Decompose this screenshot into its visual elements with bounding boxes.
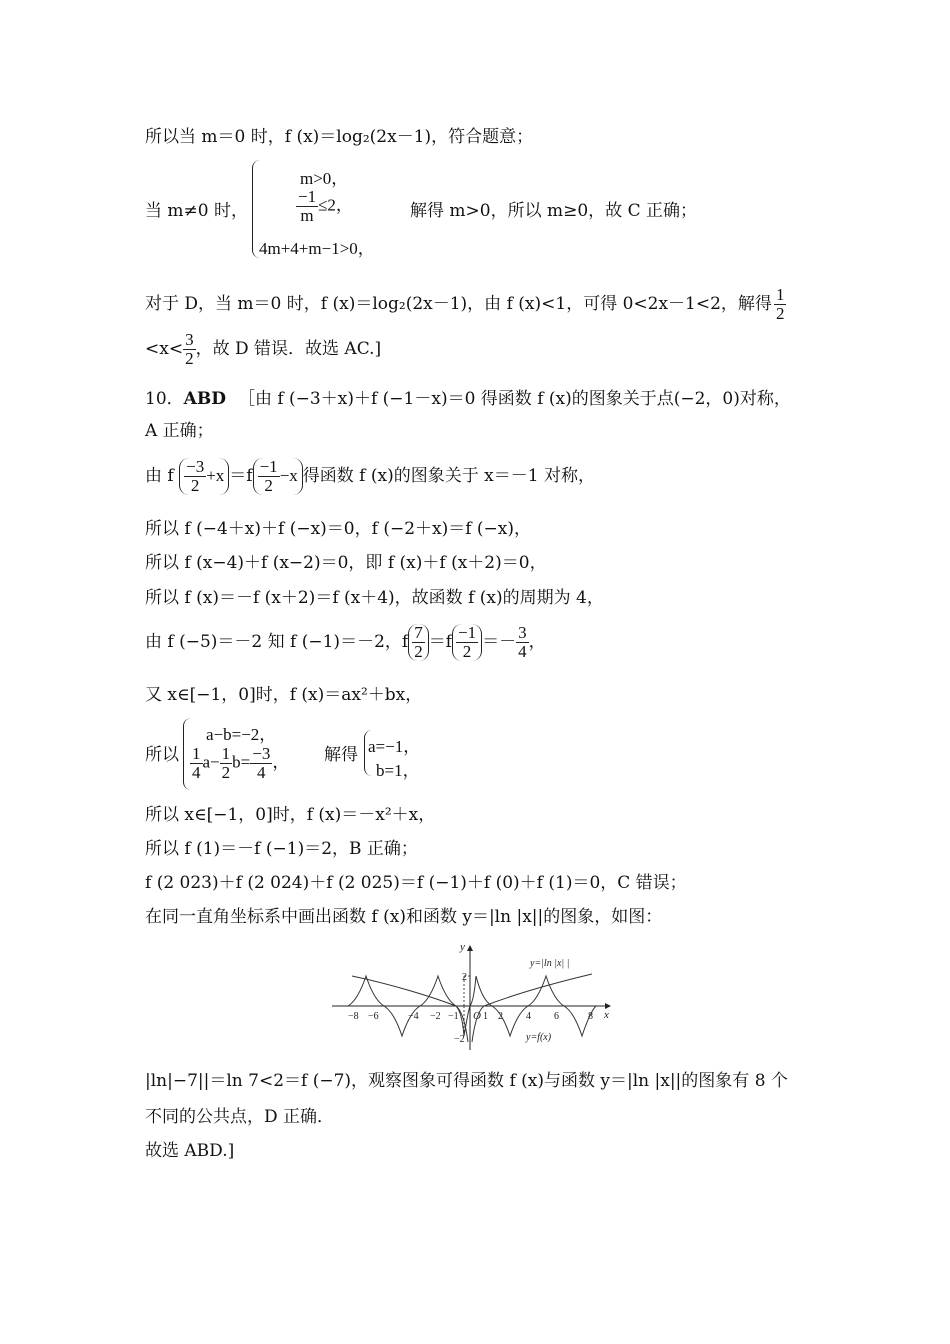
x-tick-4: 4 [526, 1011, 531, 1022]
x-tick-1: 1 [483, 1011, 488, 1022]
line-13-mid: 解得 [324, 745, 358, 765]
line-2-lead: 当 m≠0 时， [145, 201, 248, 221]
line-19: 不同的公共点，D 正确． [145, 1107, 335, 1127]
x-tick-2: 2 [498, 1011, 503, 1022]
line-6: A 正确； [145, 421, 214, 441]
line-13-lead: 所以 [145, 745, 179, 765]
system1-row3: 4m+4+m−1>0， [259, 239, 375, 258]
line-12: 又 x∈[−1，0]时，f (x)＝ax²＋bx， [145, 685, 423, 705]
line-14: 所以 x∈[−1，0]时，f (x)＝－x²＋x， [145, 805, 436, 825]
x-tick-minus8: −8 [348, 1011, 359, 1022]
system1-row2: $\frac{-1}{m}$ ≤2， [298, 187, 353, 225]
x-tick-6: 6 [554, 1011, 559, 1022]
line-7: 由 f $\frac{-3}{2}$ +x ＝f $\frac{-1}{2}$ −x 得函数 f (x)的图象关于 x＝－1 对称， [145, 457, 595, 495]
system1-row1: m>0， [300, 169, 349, 188]
system3-row2: b=1， [376, 761, 420, 780]
line-4: <x< $\frac{3}{2}$ ，故 D 错误．故选 AC.] [145, 330, 382, 368]
abs-ln-label: y=|ln |x| | [530, 958, 570, 969]
y-tick-2: 2 [462, 972, 467, 983]
line-15: 所以 f (1)＝－f (−1)＝2，B 正确； [145, 839, 418, 859]
line-9: 所以 f (x−4)＋f (x−2)＝0，即 f (x)＋f (x＋2)＝0， [145, 553, 547, 573]
origin-label: O [473, 1010, 481, 1022]
line-2-tail: 解得 m>0，所以 m≥0，故 C 正确； [410, 201, 697, 221]
line-1: 所以当 m＝0 时，f (x)＝log₂(2x－1)，符合题意； [145, 127, 534, 147]
line-16: f (2 023)＋f (2 024)＋f (2 025)＝f (−1)＋f (0)＋f (1)＝0，C 错误； [145, 873, 687, 893]
system2-row2: $\frac{1}{4}$ a− $\frac{1}{2}$ b= $\frac{-3}{4}$ ， [192, 744, 290, 782]
x-tick-minus4: −4 [408, 1011, 419, 1022]
x-tick-minus6: −6 [368, 1011, 379, 1022]
line-11: 由 f (−5)＝－2 知 f (−1)＝－2，f $\frac{7}{2}$ ＝f $\frac{-1}{2}$ ＝－ $\frac{3}{4}$ ， [145, 623, 546, 661]
y-axis-label: y [460, 941, 465, 953]
line-10: 所以 f (x)＝－f (x＋2)＝f (x＋4)，故函数 f (x)的周期为 4， [145, 588, 604, 608]
x-tick-minus1: −1 [448, 1011, 459, 1022]
x-axis-label: x [604, 1009, 609, 1021]
function-graph [330, 940, 620, 1052]
fx-label: y=f(x) [526, 1032, 552, 1043]
x-tick-8: 8 [588, 1011, 593, 1022]
y-tick-minus2: −2 [454, 1034, 465, 1045]
question-10-line: 10．ABD ［由 f (−3＋x)＋f (−1－x)＝0 得函数 f (x)的图象关于点(−2，0)对称， [145, 389, 791, 409]
line-17: 在同一直角坐标系中画出函数 f (x)和函数 y＝|ln |x||的图象，如图： [145, 907, 663, 927]
line-8: 所以 f (−4＋x)＋f (−x)＝0，f (−2＋x)＝f (−x)， [145, 519, 532, 539]
x-tick-minus2: −2 [430, 1011, 441, 1022]
system3-row1: a=−1， [368, 737, 421, 756]
line-20: 故选 ABD.] [145, 1141, 235, 1161]
system2-row1: a−b=−2， [206, 725, 277, 744]
line-18: |ln|−7||＝ln 7<2＝f (−7)，观察图象可得函数 f (x)与函数 y＝|ln |x||的图象有 8 个 [145, 1071, 788, 1091]
line-3: 对于 D，当 m＝0 时，f (x)＝log₂(2x－1)，由 f (x)<1，可得 0<2x－1<2，解得 $\frac{1}{2}$ [145, 285, 785, 323]
